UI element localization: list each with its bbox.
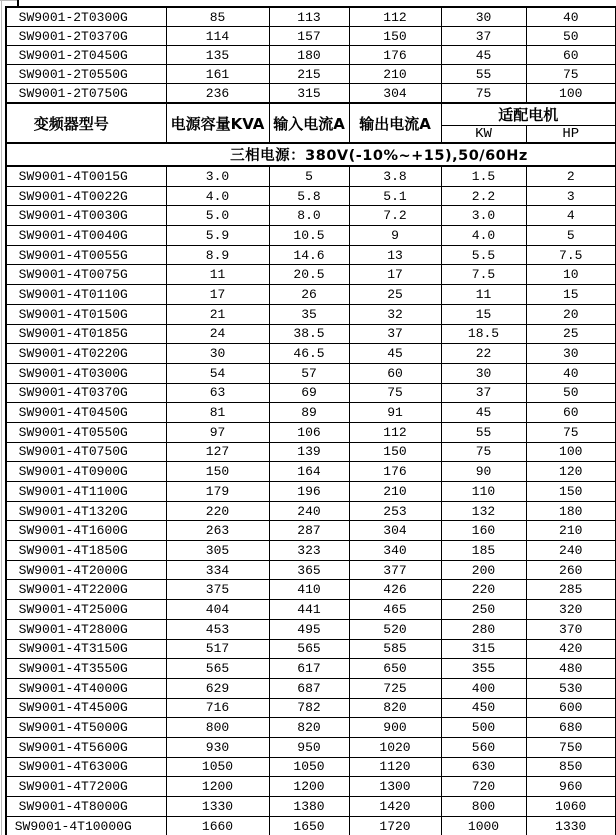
value-cell: 50 [526, 383, 616, 403]
value-cell: 400 [441, 678, 526, 698]
table-row [6, 639, 616, 659]
model-cell: SW9001-2T0370G [6, 27, 166, 46]
value-cell: 8.9 [166, 245, 269, 265]
value-cell: 1050 [269, 757, 349, 777]
table-row [6, 797, 616, 817]
model-cell: SW9001-4T1850G [6, 541, 166, 561]
value-cell: 5.8 [269, 186, 349, 206]
model-cell: SW9001-4T1320G [6, 501, 166, 521]
value-cell: 40 [526, 363, 616, 383]
value-cell: 120 [526, 462, 616, 482]
value-cell: 18.5 [441, 324, 526, 344]
value-cell: 69 [269, 383, 349, 403]
table-section-4t [6, 166, 616, 835]
model-cell: SW9001-4T2200G [6, 580, 166, 600]
model-cell: SW9001-2T0550G [6, 65, 166, 84]
model-cell: SW9001-4T0185G [6, 324, 166, 344]
value-cell: 680 [526, 718, 616, 738]
table-row [6, 46, 616, 65]
value-cell: 800 [441, 797, 526, 817]
model-cell: SW9001-4T1600G [6, 521, 166, 541]
value-cell: 55 [441, 422, 526, 442]
value-cell: 3.8 [349, 166, 441, 186]
value-cell: 135 [166, 46, 269, 65]
table-section-2t [6, 7, 616, 103]
value-cell: 404 [166, 600, 269, 620]
value-cell: 45 [349, 344, 441, 364]
value-cell: 5 [269, 166, 349, 186]
value-cell: 75 [526, 65, 616, 84]
value-cell: 176 [349, 462, 441, 482]
value-cell: 1050 [166, 757, 269, 777]
value-cell: 40 [526, 7, 616, 27]
table-header-section [6, 103, 616, 166]
model-cell: SW9001-2T0450G [6, 46, 166, 65]
value-cell: 37 [441, 27, 526, 46]
value-cell: 3.0 [166, 166, 269, 186]
value-cell: 687 [269, 678, 349, 698]
table-row [6, 304, 616, 324]
value-cell: 334 [166, 560, 269, 580]
value-cell: 37 [441, 383, 526, 403]
value-cell: 1720 [349, 816, 441, 835]
table-row [6, 166, 616, 186]
value-cell: 112 [349, 7, 441, 27]
value-cell: 304 [349, 84, 441, 104]
value-cell: 1300 [349, 777, 441, 797]
model-cell: SW9001-4T0450G [6, 403, 166, 423]
table-row [6, 501, 616, 521]
value-cell: 100 [526, 84, 616, 104]
value-cell: 150 [349, 27, 441, 46]
value-cell: 179 [166, 482, 269, 502]
power-supply-row [6, 143, 616, 166]
table-row [6, 580, 616, 600]
value-cell: 22 [441, 344, 526, 364]
col-header-kw: KW [441, 126, 526, 144]
value-cell: 315 [441, 639, 526, 659]
value-cell: 26 [269, 285, 349, 305]
inverter-spec-table [5, 6, 616, 835]
value-cell: 30 [441, 363, 526, 383]
value-cell: 800 [166, 718, 269, 738]
value-cell: 75 [441, 442, 526, 462]
value-cell: 5 [526, 226, 616, 246]
table-row [6, 600, 616, 620]
value-cell: 585 [349, 639, 441, 659]
table-row [6, 363, 616, 383]
model-cell: SW9001-4T2000G [6, 560, 166, 580]
table-row [6, 27, 616, 46]
value-cell: 375 [166, 580, 269, 600]
table-row [6, 757, 616, 777]
value-cell: 24 [166, 324, 269, 344]
model-cell: SW9001-4T7200G [6, 777, 166, 797]
value-cell: 210 [349, 65, 441, 84]
value-cell: 11 [166, 265, 269, 285]
value-cell: 30 [526, 344, 616, 364]
value-cell: 4.0 [166, 186, 269, 206]
value-cell: 210 [349, 482, 441, 502]
table-row [6, 521, 616, 541]
value-cell: 530 [526, 678, 616, 698]
value-cell: 220 [441, 580, 526, 600]
value-cell: 75 [349, 383, 441, 403]
value-cell: 220 [166, 501, 269, 521]
value-cell: 8.0 [269, 206, 349, 226]
table-row [6, 442, 616, 462]
value-cell: 1420 [349, 797, 441, 817]
value-cell: 35 [269, 304, 349, 324]
value-cell: 1330 [166, 797, 269, 817]
value-cell: 820 [269, 718, 349, 738]
value-cell: 377 [349, 560, 441, 580]
value-cell: 365 [269, 560, 349, 580]
value-cell: 4 [526, 206, 616, 226]
value-cell: 32 [349, 304, 441, 324]
gridline-remnant-vertical [1, 0, 2, 835]
value-cell: 60 [526, 46, 616, 65]
model-cell: SW9001-4T0040G [6, 226, 166, 246]
value-cell: 1000 [441, 816, 526, 835]
value-cell: 453 [166, 619, 269, 639]
value-cell: 176 [349, 46, 441, 65]
model-cell: SW9001-4T0055G [6, 245, 166, 265]
value-cell: 7.5 [526, 245, 616, 265]
value-cell: 215 [269, 65, 349, 84]
table-row [6, 84, 616, 104]
value-cell: 100 [526, 442, 616, 462]
value-cell: 37 [349, 324, 441, 344]
table-row [6, 422, 616, 442]
model-cell: SW9001-4T0750G [6, 442, 166, 462]
value-cell: 2 [526, 166, 616, 186]
table-row [6, 206, 616, 226]
model-cell: SW9001-4T0900G [6, 462, 166, 482]
value-cell: 480 [526, 659, 616, 679]
value-cell: 750 [526, 737, 616, 757]
value-cell: 1330 [526, 816, 616, 835]
col-header-output-current: 输出电流A [349, 103, 441, 143]
value-cell: 950 [269, 737, 349, 757]
value-cell: 114 [166, 27, 269, 46]
value-cell: 340 [349, 541, 441, 561]
table-row [6, 560, 616, 580]
value-cell: 4.0 [441, 226, 526, 246]
value-cell: 1380 [269, 797, 349, 817]
table-row [6, 65, 616, 84]
value-cell: 85 [166, 7, 269, 27]
table-row [6, 186, 616, 206]
value-cell: 15 [526, 285, 616, 305]
table-row [6, 344, 616, 364]
value-cell: 90 [441, 462, 526, 482]
model-cell: SW9001-4T0075G [6, 265, 166, 285]
value-cell: 9 [349, 226, 441, 246]
value-cell: 112 [349, 422, 441, 442]
value-cell: 565 [269, 639, 349, 659]
value-cell: 5.1 [349, 186, 441, 206]
value-cell: 720 [441, 777, 526, 797]
value-cell: 900 [349, 718, 441, 738]
value-cell: 3.0 [441, 206, 526, 226]
value-cell: 600 [526, 698, 616, 718]
value-cell: 1200 [269, 777, 349, 797]
value-cell: 132 [441, 501, 526, 521]
table-row [6, 245, 616, 265]
value-cell: 210 [526, 521, 616, 541]
value-cell: 150 [166, 462, 269, 482]
value-cell: 106 [269, 422, 349, 442]
table-row [6, 718, 616, 738]
table-row [6, 383, 616, 403]
value-cell: 287 [269, 521, 349, 541]
value-cell: 355 [441, 659, 526, 679]
value-cell: 164 [269, 462, 349, 482]
value-cell: 517 [166, 639, 269, 659]
value-cell: 370 [526, 619, 616, 639]
value-cell: 2.2 [441, 186, 526, 206]
value-cell: 180 [526, 501, 616, 521]
model-cell: SW9001-4T0015G [6, 166, 166, 186]
table-row [6, 698, 616, 718]
value-cell: 57 [269, 363, 349, 383]
col-header-capacity-kva: 电源容量KVA [166, 103, 269, 143]
model-cell: SW9001-4T0220G [6, 344, 166, 364]
value-cell: 410 [269, 580, 349, 600]
value-cell: 7.5 [441, 265, 526, 285]
value-cell: 1060 [526, 797, 616, 817]
model-cell: SW9001-4T3550G [6, 659, 166, 679]
table-row [6, 285, 616, 305]
value-cell: 465 [349, 600, 441, 620]
value-cell: 63 [166, 383, 269, 403]
value-cell: 10 [526, 265, 616, 285]
table-row [6, 541, 616, 561]
value-cell: 46.5 [269, 344, 349, 364]
value-cell: 450 [441, 698, 526, 718]
col-header-hp: HP [526, 126, 616, 144]
value-cell: 240 [269, 501, 349, 521]
value-cell: 240 [526, 541, 616, 561]
value-cell: 495 [269, 619, 349, 639]
value-cell: 14.6 [269, 245, 349, 265]
value-cell: 13 [349, 245, 441, 265]
model-cell: SW9001-4T8000G [6, 797, 166, 817]
model-cell: SW9001-4T0110G [6, 285, 166, 305]
value-cell: 1660 [166, 816, 269, 835]
col-header-adapted-motor: 适配电机 [441, 103, 616, 126]
value-cell: 305 [166, 541, 269, 561]
table-row [6, 659, 616, 679]
model-cell: SW9001-4T2800G [6, 619, 166, 639]
value-cell: 150 [349, 442, 441, 462]
value-cell: 1650 [269, 816, 349, 835]
table-row [6, 678, 616, 698]
model-cell: SW9001-4T0030G [6, 206, 166, 226]
table-row [6, 482, 616, 502]
value-cell: 253 [349, 501, 441, 521]
model-cell: SW9001-4T10000G [6, 816, 166, 835]
value-cell: 185 [441, 541, 526, 561]
value-cell: 323 [269, 541, 349, 561]
model-cell: SW9001-2T0300G [6, 7, 166, 27]
value-cell: 5.0 [166, 206, 269, 226]
value-cell: 520 [349, 619, 441, 639]
value-cell: 20.5 [269, 265, 349, 285]
value-cell: 782 [269, 698, 349, 718]
model-cell: SW9001-4T0550G [6, 422, 166, 442]
value-cell: 25 [526, 324, 616, 344]
value-cell: 629 [166, 678, 269, 698]
value-cell: 17 [166, 285, 269, 305]
value-cell: 50 [526, 27, 616, 46]
value-cell: 315 [269, 84, 349, 104]
value-cell: 5.9 [166, 226, 269, 246]
table-row [6, 226, 616, 246]
table-row [6, 324, 616, 344]
value-cell: 75 [526, 422, 616, 442]
value-cell: 560 [441, 737, 526, 757]
table-row [6, 7, 616, 27]
value-cell: 91 [349, 403, 441, 423]
table-row [6, 737, 616, 757]
col-header-model: 变频器型号 [6, 103, 166, 143]
value-cell: 260 [526, 560, 616, 580]
value-cell: 1200 [166, 777, 269, 797]
value-cell: 38.5 [269, 324, 349, 344]
model-cell: SW9001-4T0150G [6, 304, 166, 324]
table-row [6, 777, 616, 797]
value-cell: 441 [269, 600, 349, 620]
value-cell: 110 [441, 482, 526, 502]
table-row [6, 403, 616, 423]
value-cell: 1120 [349, 757, 441, 777]
value-cell: 617 [269, 659, 349, 679]
value-cell: 15 [441, 304, 526, 324]
value-cell: 565 [166, 659, 269, 679]
value-cell: 7.2 [349, 206, 441, 226]
table-row [6, 265, 616, 285]
model-cell: SW9001-4T5600G [6, 737, 166, 757]
value-cell: 21 [166, 304, 269, 324]
value-cell: 236 [166, 84, 269, 104]
value-cell: 161 [166, 65, 269, 84]
value-cell: 75 [441, 84, 526, 104]
value-cell: 17 [349, 265, 441, 285]
model-cell: SW9001-4T5000G [6, 718, 166, 738]
value-cell: 127 [166, 442, 269, 462]
header-row [6, 103, 616, 126]
value-cell: 930 [166, 737, 269, 757]
model-cell: SW9001-2T0750G [6, 84, 166, 104]
value-cell: 304 [349, 521, 441, 541]
value-cell: 180 [269, 46, 349, 65]
value-cell: 960 [526, 777, 616, 797]
model-cell: SW9001-4T3150G [6, 639, 166, 659]
value-cell: 20 [526, 304, 616, 324]
value-cell: 500 [441, 718, 526, 738]
value-cell: 150 [526, 482, 616, 502]
value-cell: 30 [441, 7, 526, 27]
value-cell: 3 [526, 186, 616, 206]
value-cell: 250 [441, 600, 526, 620]
value-cell: 263 [166, 521, 269, 541]
value-cell: 650 [349, 659, 441, 679]
value-cell: 30 [166, 344, 269, 364]
value-cell: 630 [441, 757, 526, 777]
value-cell: 81 [166, 403, 269, 423]
value-cell: 45 [441, 403, 526, 423]
table-row [6, 619, 616, 639]
value-cell: 11 [441, 285, 526, 305]
value-cell: 45 [441, 46, 526, 65]
model-cell: SW9001-4T4000G [6, 678, 166, 698]
col-header-input-current: 输入电流A [269, 103, 349, 143]
value-cell: 60 [349, 363, 441, 383]
value-cell: 426 [349, 580, 441, 600]
value-cell: 5.5 [441, 245, 526, 265]
value-cell: 97 [166, 422, 269, 442]
value-cell: 850 [526, 757, 616, 777]
value-cell: 54 [166, 363, 269, 383]
power-supply-note: 三相电源：380V(-10%~+15),50/60Hz [6, 143, 616, 166]
model-cell: SW9001-4T0022G [6, 186, 166, 206]
value-cell: 320 [526, 600, 616, 620]
value-cell: 820 [349, 698, 441, 718]
value-cell: 25 [349, 285, 441, 305]
value-cell: 89 [269, 403, 349, 423]
value-cell: 10.5 [269, 226, 349, 246]
model-cell: SW9001-4T6300G [6, 757, 166, 777]
model-cell: SW9001-4T1100G [6, 482, 166, 502]
table-row [6, 462, 616, 482]
value-cell: 285 [526, 580, 616, 600]
value-cell: 160 [441, 521, 526, 541]
value-cell: 60 [526, 403, 616, 423]
value-cell: 420 [526, 639, 616, 659]
model-cell: SW9001-4T4500G [6, 698, 166, 718]
model-cell: SW9001-4T0300G [6, 363, 166, 383]
value-cell: 1.5 [441, 166, 526, 186]
table-row [6, 816, 616, 835]
model-cell: SW9001-4T2500G [6, 600, 166, 620]
value-cell: 113 [269, 7, 349, 27]
value-cell: 716 [166, 698, 269, 718]
value-cell: 200 [441, 560, 526, 580]
model-cell: SW9001-4T0370G [6, 383, 166, 403]
value-cell: 280 [441, 619, 526, 639]
value-cell: 725 [349, 678, 441, 698]
value-cell: 139 [269, 442, 349, 462]
value-cell: 157 [269, 27, 349, 46]
value-cell: 1020 [349, 737, 441, 757]
value-cell: 55 [441, 65, 526, 84]
value-cell: 196 [269, 482, 349, 502]
